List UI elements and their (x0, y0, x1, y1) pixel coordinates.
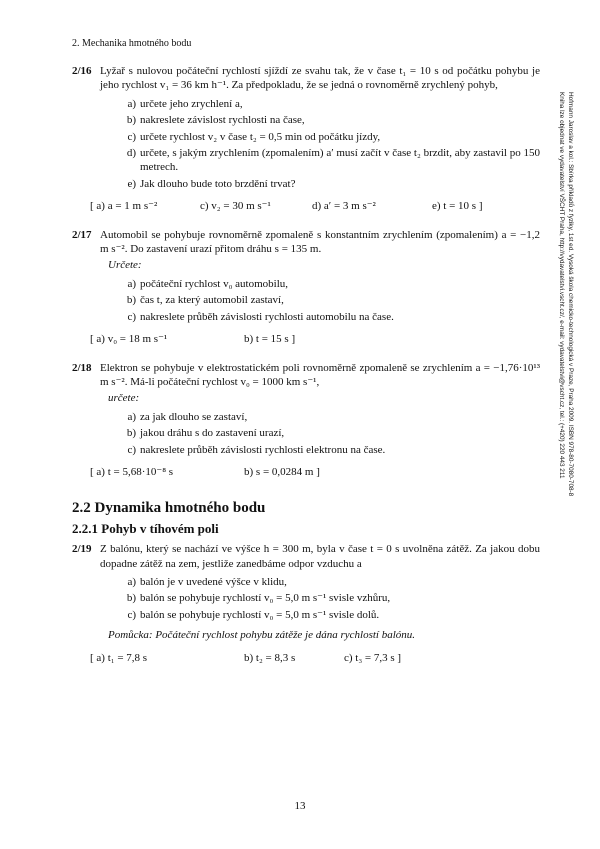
running-header: 2. Mechanika hmotného bodu (72, 38, 192, 49)
answer: b) t₂ = 8,3 s (244, 651, 296, 664)
answer-line (90, 465, 540, 479)
page-number: 13 (294, 800, 306, 812)
content (72, 64, 540, 679)
answer: [ a) v₀ = 18 m s⁻¹ (90, 333, 168, 346)
list-item: b) jakou dráhu s do zastavení urazí, (126, 427, 285, 440)
answer: c) t₃ = 7,3 s ] (344, 651, 402, 664)
list-item: a) balón je v uvedené výšce v klidu, (127, 575, 287, 588)
answer: [ a) t₁ = 7,8 s (90, 651, 148, 664)
problem-number: 2/19 (72, 543, 92, 556)
answer-line (90, 651, 540, 665)
answer-line (90, 332, 540, 346)
list-item: c) nakreslete průběh závislosti rychlosti automobilu na čase. (127, 310, 394, 323)
answer: e) t = 10 s ] (432, 200, 483, 213)
list-item: c) určete rychlost v₂ v čase t₂ = 0,5 min od počátku jízdy, (127, 130, 381, 143)
list-item: c) balón se pohybuje rychlostí v₀ = 5,0 m s⁻¹ svisle dolů. (127, 608, 380, 621)
problem-2-18 (72, 361, 540, 480)
problem-text: Z balónu, který se nachází ve výšce h = 300 m, byla v čase t = 0 s uvolněna zátěž. Za jakou dobu dopadne zátěž na zem, jestliže zanedbáme odpor vzduchu a (100, 543, 540, 570)
problem-2-19 (72, 542, 540, 665)
problem-2-16 (72, 64, 540, 214)
problem-text: Automobil se pohybuje rovnoměrně zpomaleně s konstantním zrychlením (zpomalením) a = −1,2 m s⁻². Do zastavení urazí přitom dráhu s = 135 m. (100, 228, 540, 256)
answer: d) a′ = 3 m s⁻² (312, 200, 376, 213)
answer-line (90, 199, 540, 213)
list-item: a) počáteční rychlost v₀ automobilu, (127, 277, 289, 290)
citation-line-2: Kniha lze objednat ve vydavatelství VŠCHT Praha, http://vydavatelstvi.vscht.cz/, e-mail: vydavatelstvi@vscht.cz, tel.: (+420) 220 443 211 (558, 92, 565, 479)
problem-number: 2/16 (72, 65, 92, 77)
list-item: b) nakreslete závislost rychlosti na čase, (126, 114, 305, 127)
problem-text: Elektron se pohybuje v elektrostatickém poli rovnoměrně zpomaleně se zrychlením a = −1,76·10¹³ m s⁻². Má-li počáteční rychlost v₀ = 1000 km s⁻¹, (100, 361, 540, 388)
answer: c) v₂ = 30 m s⁻¹ (200, 200, 271, 213)
problem-number: 2/18 (72, 361, 92, 374)
sidebar-citation (548, 92, 584, 652)
problem-number: 2/17 (72, 228, 92, 241)
problem-items (100, 97, 540, 191)
answer: b) t = 15 s ] (244, 333, 296, 346)
list-item: c) nakreslete průběh závislosti rychlosti elektronu na čase. (127, 443, 386, 456)
list-item: a) určete jeho zrychlení a, (127, 97, 243, 110)
problem-intro: Určete: (108, 259, 142, 272)
hint-text: Pomůcka: Počáteční rychlost pohybu zátěže je dána rychlostí balónu. (108, 629, 416, 642)
list-item: b) balón se pohybuje rychlostí v₀ = 5,0 m s⁻¹ svisle vzhůru, (126, 592, 391, 605)
list-item: e) Jak dlouho bude toto brzdění trvat? (127, 177, 296, 190)
list-item: b) čas t, za který automobil zastaví, (126, 294, 284, 307)
answer: b) s = 0,0284 m ] (244, 465, 320, 478)
problem-text: Lyžař s nulovou počáteční rychlostí sjíždí ze svahu tak, že v čase t₁ = 10 s od počátku pohybu je jeho rychlost v₁ = 36 km h⁻¹. Za předpokladu, že se jedná o rovnoměrně zrychlený pohyb, (100, 65, 540, 92)
list-item: d) určete, s jakým zrychlením (zpomalením) a′ musí začít v čase t₂ brzdit, aby zastavil po 150 metrech. (126, 147, 540, 174)
citation-line-1: Hofmann Jaroslav a kol.: Sbírka příkladů z fyziky, 1st ed. Vysoká škola chemicko-technologická v Praze, Praha 2009. ISBN 978-80-7080-708-8 (567, 92, 574, 497)
problem-2-17 (72, 228, 540, 347)
answer: [ a) t = 5,68·10⁻⁸ s (90, 465, 174, 478)
list-item: a) za jak dlouho se zastaví, (127, 410, 248, 423)
answer: [ a) a = 1 m s⁻² (90, 200, 158, 213)
problem-items (100, 410, 540, 457)
problem-intro: určete: (108, 392, 140, 405)
problem-items (100, 277, 540, 324)
problem-items (100, 575, 540, 622)
section-heading: 2.2 Dynamika hmotného bodu (72, 500, 266, 517)
subsection-heading: 2.2.1 Pohyb v tíhovém poli (72, 520, 219, 536)
